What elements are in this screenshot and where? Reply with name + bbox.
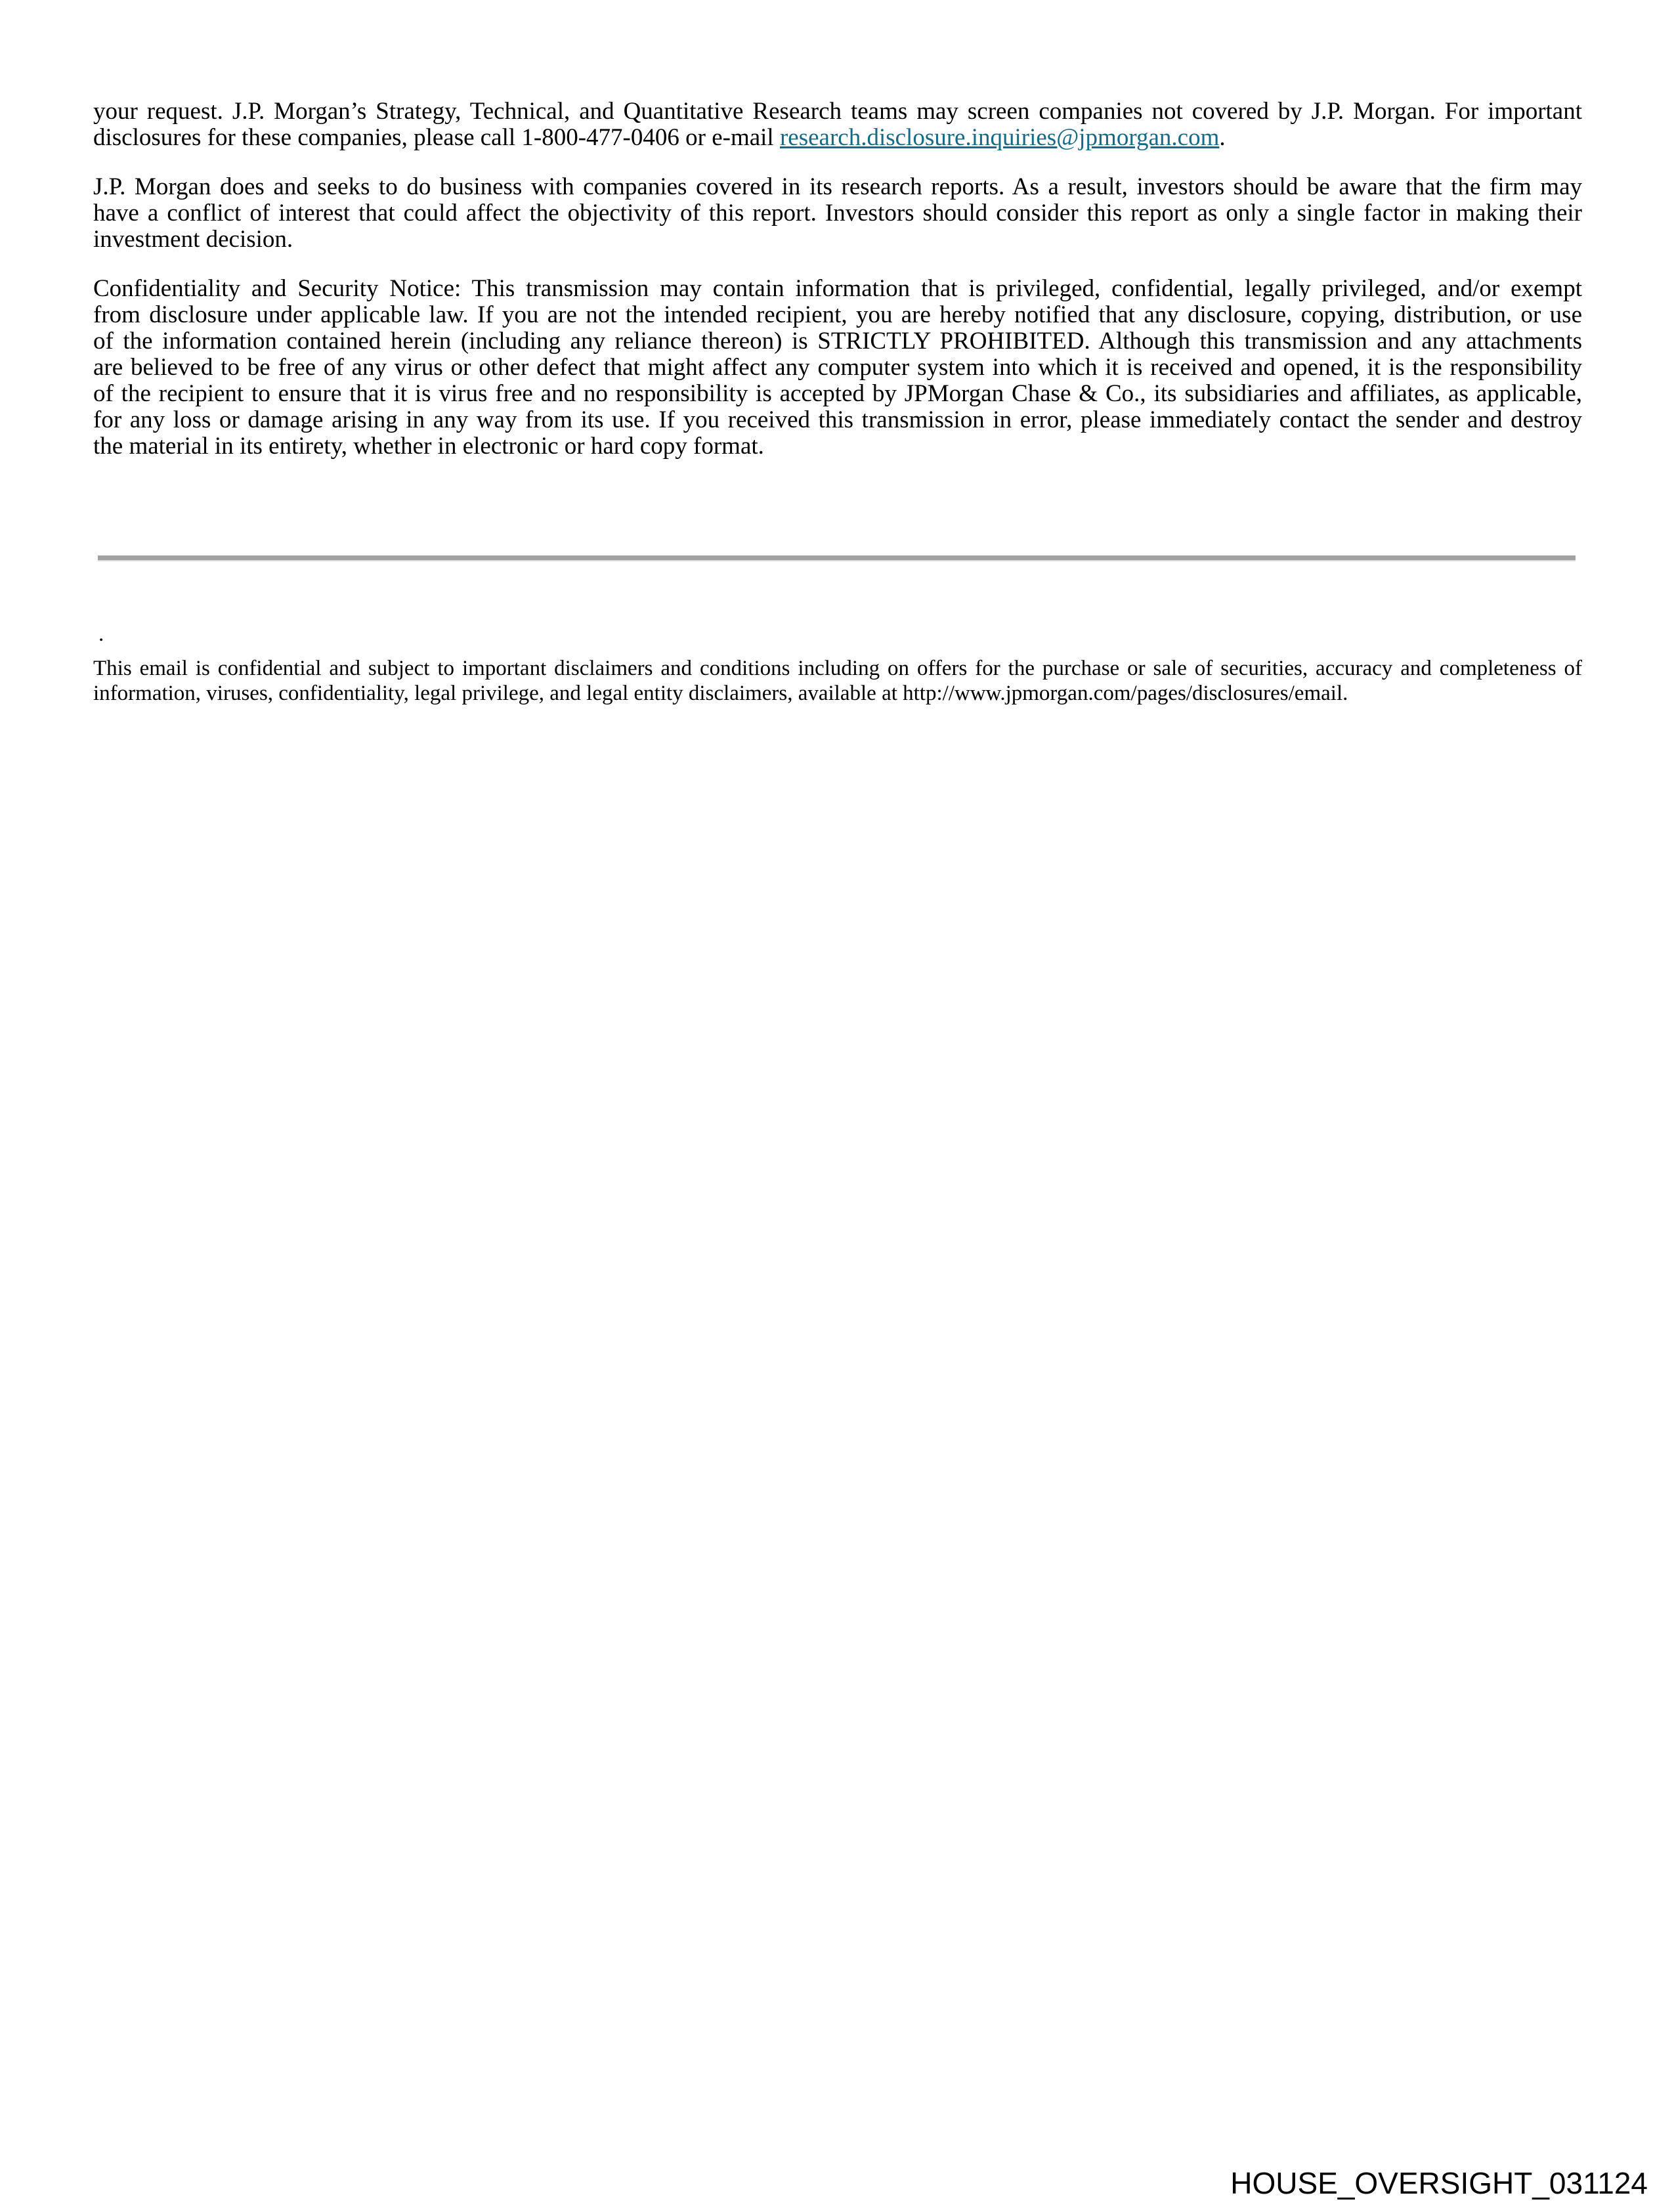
section-divider [98,555,1576,561]
text-line: This email is confidential and subject to important disclaimers and conditions including on offers for the purchase or sale of securities, accuracy and completeness of [93,657,1582,680]
email-confidentiality-footer-paragraph [93,656,1582,706]
conflict-of-interest-paragraph [93,174,1582,253]
text-line: have a conflict of interest that could affect the objectivity of this report. Investors should consider this report as only a single factor in making their [93,200,1582,227]
text-line: information, viruses, confidentiality, legal privilege, and legal entity disclaimers, available at http://www.jpmorgan.com/pages/disclosures/email. [93,682,1348,705]
text-line [93,125,1582,151]
disclaimer-research-screening-paragraph [93,98,1582,151]
text-line: the material in its entirety, whether in electronic or hard copy format. [93,433,764,460]
text-line: for any loss or damage arising in any way from its use. If you received this transmission in error, please immediately contact the sender and destroy [93,406,1582,433]
line-suffix-text: . [1219,124,1226,151]
text-line: J.P. Morgan does and seeks to do business with companies covered in its research reports. As a result, investors should be aware that the firm may [93,173,1582,200]
confidentiality-security-notice-paragraph [93,276,1582,460]
bates-stamp: HOUSE_OVERSIGHT_031124 [1230,2166,1648,2200]
text-line: Confidentiality and Security Notice: This transmission may contain information that is privileged, confidential, legally privileged, and/or exempt [93,275,1582,302]
text-line: are believed to be free of any virus or other defect that might affect any computer system into which it is received and opened, it is the responsibility [93,354,1582,381]
text-line: your request. J.P. Morgan’s Strategy, Technical, and Quantitative Research teams may screen companies not covered by J.P. Morgan. For important [93,98,1582,125]
text-line: of the information contained herein (including any reliance thereon) is STRICTLY PROHIBITED. Although this transmission and any attachments [93,328,1582,355]
text-line: of the recipient to ensure that it is virus free and no responsibility is accepted by JPMorgan Chase & Co., its subsidiaries and affiliates, as applicable, [93,380,1582,407]
text-line: from disclosure under applicable law. If you are not the intended recipient, you are hereby notified that any disclosure, copying, distribution, or use [93,301,1582,328]
research-disclosure-email-link[interactable]: research.disclosure.inquiries@jpmorgan.com [779,124,1220,151]
line-prefix-text: disclosures for these companies, please call 1-800-477-0406 or e-mail [93,124,780,151]
text-line: investment decision. [93,226,293,253]
separator-period: . [98,622,104,646]
